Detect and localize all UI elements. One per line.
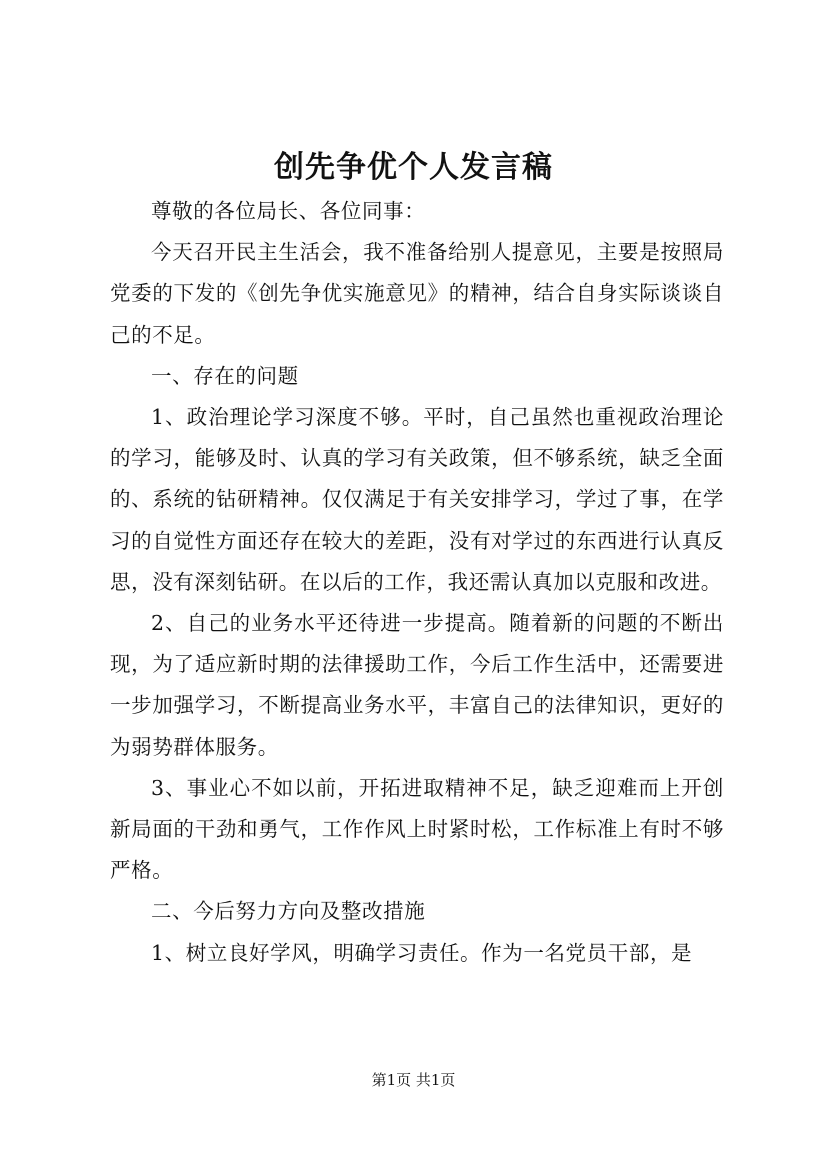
section-heading-problems: 一、存在的问题	[151, 363, 299, 388]
page-footer: 第1页 共1页	[371, 1071, 456, 1089]
document-title: 创先争优个人发言稿	[274, 150, 553, 185]
problem-item-2: 2、自己的业务水平还待进一步提高。随着新的问题的不断出现，为了适应新时期的法律援助工作，今后工作生活中，还需要进一步加强学习，不断提高业务水平，丰富自己的法律知识，更好的为弱势群体服务。	[110, 611, 724, 759]
intro-paragraph: 今天召开民主生活会，我不准备给别人提意见，主要是按照局党委的下发的《创先争优实施意见》的精神，结合自身实际谈谈自己的不足。	[110, 240, 724, 347]
problem-item-1: 1、政治理论学习深度不够。平时，自己虽然也重视政治理论的学习，能够及时、认真的学习有关政策，但不够系统，缺乏全面的、系统的钻研精神。仅仅满足于有关安排学习，学过了事，在学习的自觉性方面还存在较大的差距，没有对学过的东西进行认真反思，没有深刻钻研。在以后的工作，我还需认真加以克服和改进。	[110, 405, 724, 594]
section-heading-measures: 二、今后努力方向及整改措施	[151, 899, 426, 924]
measure-item-1: 1、树立良好学风，明确学习责任。作为一名党员干部，是	[151, 940, 693, 965]
salutation: 尊敬的各位局长、各位同事：	[151, 199, 426, 223]
document-body	[110, 191, 724, 974]
problem-item-3: 3、事业心不如以前，开拓进取精神不足，缺乏迎难而上开创新局面的干劲和勇气，工作作风上时紧时松，工作标准上有时不够严格。	[110, 775, 724, 883]
